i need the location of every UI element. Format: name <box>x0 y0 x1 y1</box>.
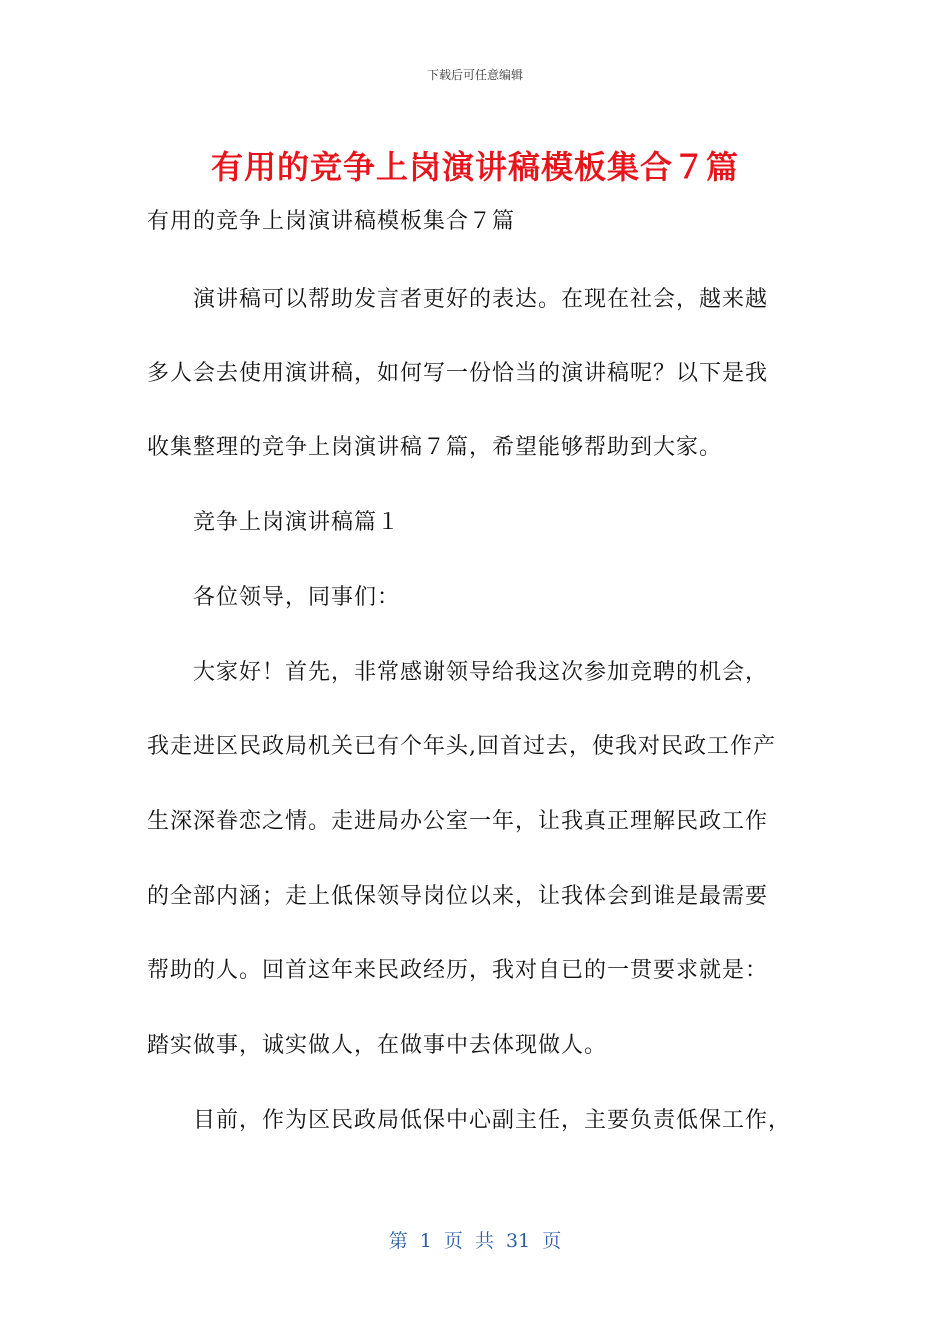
paragraph-line: 收集整理的竞争上岗演讲稿７篇，希望能够帮助到大家。 <box>147 435 723 460</box>
paragraph-line: 我走进区民政局机关已有个年头,回首过去，使我对民政工作产 <box>147 734 776 759</box>
salutation-line: 各位领导，同事们： <box>193 585 401 610</box>
section-heading: 竞争上岗演讲稿篇１ <box>193 510 401 535</box>
page-number-footer: 第 1 页 共 31 页 <box>388 1230 562 1252</box>
paragraph-line: 的全部内涵；走上低保领导岗位以来，让我体会到谁是最需要 <box>147 884 769 909</box>
paragraph-line: 踏实做事，诚实做人，在做事中去体现做人。 <box>147 1033 608 1058</box>
paragraph-line: 帮助的人。回首这年来民政经历，我对自已的一贯要求就是： <box>147 958 769 983</box>
paragraph-line: 目前，作为区民政局低保中心副主任，主要负责低保工作， <box>193 1108 792 1133</box>
paragraph-line: 生深深眷恋之情。走进局办公室一年，让我真正理解民政工作 <box>147 809 769 834</box>
paragraph-line: 多人会去使用演讲稿，如何写一份恰当的演讲稿呢？以下是我 <box>147 361 769 386</box>
subtitle-line: 有用的竞争上岗演讲稿模板集合７篇 <box>147 209 516 234</box>
paragraph-line: 大家好！首先，非常感谢领导给我这次参加竞聘的机会， <box>193 660 769 685</box>
document-title: 有用的竞争上岗演讲稿模板集合７篇 <box>210 148 739 186</box>
paragraph-line: 演讲稿可以帮助发言者更好的表达。在现在社会，越来越 <box>193 287 769 312</box>
header-note: 下载后可任意编辑 <box>426 68 523 82</box>
